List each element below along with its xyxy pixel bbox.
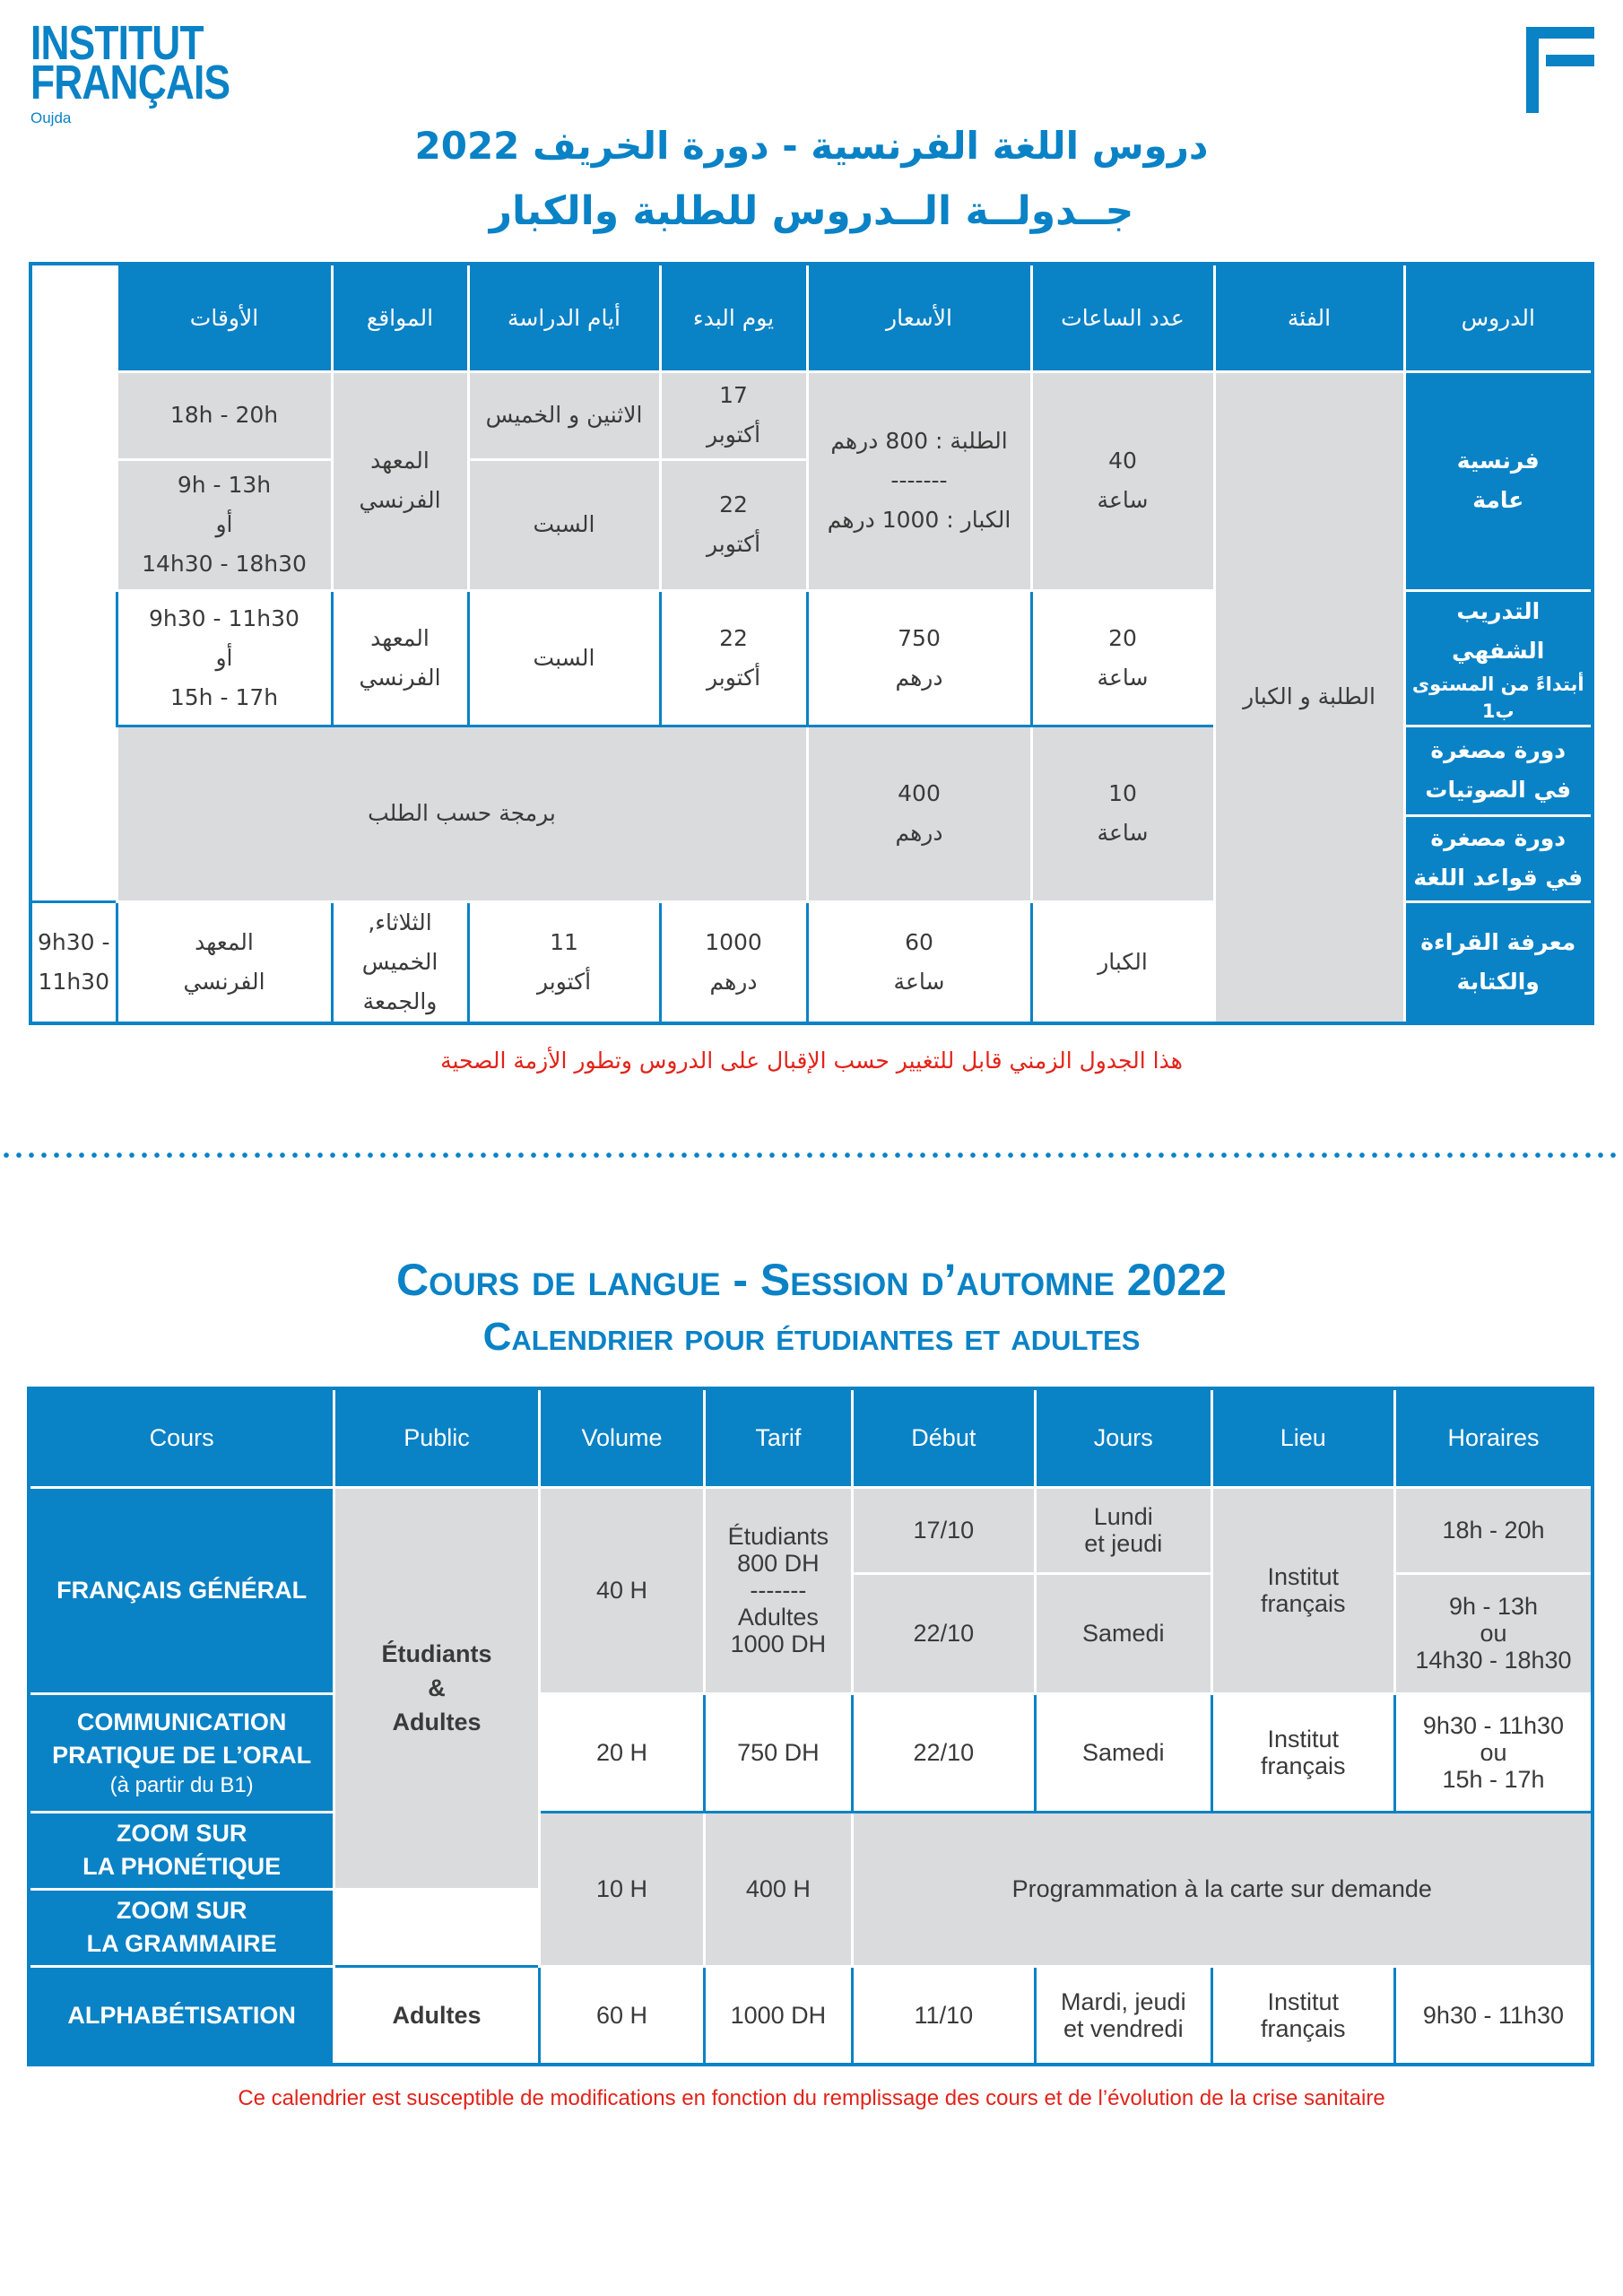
tarif-alpha: 1000 DH bbox=[705, 1966, 852, 2065]
hours-oral: 20 ساعة bbox=[1031, 590, 1214, 726]
course-zoom-phonetique: ZOOM SUR LA PHONÉTIQUE bbox=[29, 1812, 334, 1889]
time-a: 18h - 20h bbox=[117, 371, 332, 459]
header-cours: Cours bbox=[29, 1388, 334, 1487]
lieu-alpha: Institut français bbox=[1211, 1966, 1394, 2065]
course-francais-general: FRANÇAIS GÉNÉRAL bbox=[29, 1487, 334, 1693]
study-days-a: الاثنين و الخميس bbox=[468, 371, 660, 459]
public-adultes: Adultes bbox=[334, 1966, 540, 2065]
header-times: الأوقات bbox=[117, 264, 332, 371]
french-schedule-table bbox=[27, 1387, 1594, 2066]
debut-b: 22/10 bbox=[852, 1573, 1035, 1693]
french-title-2: Calendrier pour étudiantes et adultes bbox=[482, 1315, 1141, 1359]
header-jours: Jours bbox=[1036, 1388, 1211, 1487]
volume-oral: 20 H bbox=[539, 1693, 704, 1812]
volume-alpha: 60 H bbox=[539, 1966, 704, 2065]
hours-literacy: 60 ساعة bbox=[807, 901, 1031, 1023]
horaires-oral: 9h30 - 11h30 ou 15h - 17h bbox=[1394, 1693, 1593, 1812]
start-day-oral: 22 أكتوبر bbox=[660, 590, 807, 726]
debut-alpha: 11/10 bbox=[852, 1966, 1035, 2065]
logo-line-2: FRANÇAIS bbox=[30, 56, 230, 109]
arabic-title-2: جــدولــة الــدروس للطلبة والكبار bbox=[489, 188, 1134, 234]
category-students-adults: الطلبة و الكبار bbox=[1214, 371, 1404, 1023]
start-day-b: 22 أكتوبر bbox=[660, 459, 807, 590]
header-category: الفئة bbox=[1214, 264, 1404, 371]
course-communication-orale bbox=[29, 1693, 334, 1812]
header-debut: Début bbox=[852, 1388, 1035, 1487]
price-general: الطلبة : 800 درهم ------- الكبار : 1000 درهم bbox=[807, 371, 1031, 590]
debut-oral: 22/10 bbox=[852, 1693, 1035, 1812]
dotted-separator bbox=[0, 1151, 1623, 1160]
institut-francais-logo bbox=[30, 16, 273, 127]
horaires-b: 9h - 13h ou 14h30 - 18h30 bbox=[1394, 1573, 1593, 1693]
schedule-on-demand: برمجة حسب الطلب bbox=[117, 726, 807, 901]
logo-line-1: INSTITUT bbox=[30, 16, 204, 70]
header-start-day: يوم البدء bbox=[660, 264, 807, 371]
location-oral: المعهد الفرنسي bbox=[332, 590, 468, 726]
header-hours: عدد الساعات bbox=[1031, 264, 1214, 371]
course-communication-label: COMMUNICATION PRATIQUE DE L’ORAL bbox=[52, 1709, 312, 1769]
programmation-sur-demande: Programmation à la carte sur demande bbox=[852, 1812, 1593, 1966]
french-disclaimer-note: Ce calendrier est susceptible de modifications en fonction du remplissage des cours et de l’évolution de la crise sanitaire bbox=[238, 2086, 1385, 2110]
header-courses: الدروس bbox=[1404, 264, 1593, 371]
hours-general: 40 ساعة bbox=[1031, 371, 1214, 590]
header-lieu: Lieu bbox=[1211, 1388, 1394, 1487]
course-phonetics: دورة مصغرة في الصوتيات bbox=[1404, 726, 1593, 815]
header-locations: المواقع bbox=[332, 264, 468, 371]
header-public: Public bbox=[334, 1388, 540, 1487]
volume-zoom: 10 H bbox=[539, 1812, 704, 1966]
header-volume: Volume bbox=[539, 1388, 704, 1487]
lieu-general: Institut français bbox=[1211, 1487, 1394, 1693]
time-oral: 9h30 - 11h30 أو 15h - 17h bbox=[117, 590, 332, 726]
course-communication-level: (à partir du B1) bbox=[109, 1773, 254, 1797]
course-literacy: معرفة القراءة والكتابة bbox=[1404, 901, 1593, 1023]
time-b: 9h - 13h أو 14h30 - 18h30 bbox=[117, 459, 332, 590]
debut-a: 17/10 bbox=[852, 1487, 1035, 1573]
jours-oral: Samedi bbox=[1036, 1693, 1211, 1812]
study-days-oral: السبت bbox=[468, 590, 660, 726]
arabic-schedule-table bbox=[29, 262, 1594, 1025]
course-oral-training bbox=[1404, 590, 1593, 726]
header-horaires: Horaires bbox=[1394, 1388, 1593, 1487]
french-title-1: Cours de langue - Session d’automne 2022 bbox=[396, 1255, 1227, 1305]
jours-b: Samedi bbox=[1036, 1573, 1211, 1693]
arabic-disclaimer-note: هذا الجدول الزمني قابل للتغيير حسب الإقبال على الدروس وتطور الأزمة الصحية bbox=[440, 1048, 1183, 1074]
course-alphabetisation: ALPHABÉTISATION bbox=[29, 1966, 334, 2065]
category-adults: الكبار bbox=[1031, 901, 1214, 1023]
header-tarif: Tarif bbox=[705, 1388, 852, 1487]
course-grammar: دورة مصغرة في قواعد اللغة bbox=[1404, 815, 1593, 901]
tarif-zoom: 400 H bbox=[705, 1812, 852, 1966]
study-days-b: السبت bbox=[468, 459, 660, 590]
institut-francais-f-icon bbox=[1526, 27, 1594, 113]
course-general-french: فرنسية عامة bbox=[1404, 371, 1593, 590]
tarif-oral: 750 DH bbox=[705, 1693, 852, 1812]
jours-a: Lundi et jeudi bbox=[1036, 1487, 1211, 1573]
course-zoom-grammaire: ZOOM SUR LA GRAMMAIRE bbox=[29, 1889, 334, 1966]
horaires-a: 18h - 20h bbox=[1394, 1487, 1593, 1573]
study-days-literacy: الثلاثاء, الخميس والجمعة bbox=[332, 901, 468, 1023]
public-students-adults: Étudiants & Adultes bbox=[334, 1487, 540, 1889]
price-literacy: 1000 درهم bbox=[660, 901, 807, 1023]
start-day-literacy: 11 أكتوبر bbox=[468, 901, 660, 1023]
location-general: المعهد الفرنسي bbox=[332, 371, 468, 590]
horaires-alpha: 9h30 - 11h30 bbox=[1394, 1966, 1593, 2065]
volume-general: 40 H bbox=[539, 1487, 704, 1693]
arabic-title-1: دروس اللغة الفرنسية - دورة الخريف 2022 bbox=[414, 124, 1209, 168]
price-mini-courses: 400 درهم bbox=[807, 726, 1031, 901]
price-oral: 750 درهم bbox=[807, 590, 1031, 726]
lieu-oral: Institut français bbox=[1211, 1693, 1394, 1812]
location-literacy: المعهد الفرنسي bbox=[117, 901, 332, 1023]
hours-mini-courses: 10 ساعة bbox=[1031, 726, 1214, 901]
start-day-a: 17 أكتوبر bbox=[660, 371, 807, 459]
course-oral-training-label: التدريب الشفهي bbox=[1452, 597, 1545, 664]
course-oral-training-level: أبتداءً من المستوى ب1 bbox=[1411, 673, 1584, 722]
jours-alpha: Mardi, jeudi et vendredi bbox=[1036, 1966, 1211, 2065]
logo-city: Oujda bbox=[30, 109, 72, 126]
header-study-days: أيام الدراسة bbox=[468, 264, 660, 371]
header-prices: الأسعار bbox=[807, 264, 1031, 371]
tarif-general: Étudiants 800 DH ------- Adultes 1000 DH bbox=[705, 1487, 852, 1693]
time-literacy: 9h30 - 11h30 bbox=[30, 901, 117, 1023]
